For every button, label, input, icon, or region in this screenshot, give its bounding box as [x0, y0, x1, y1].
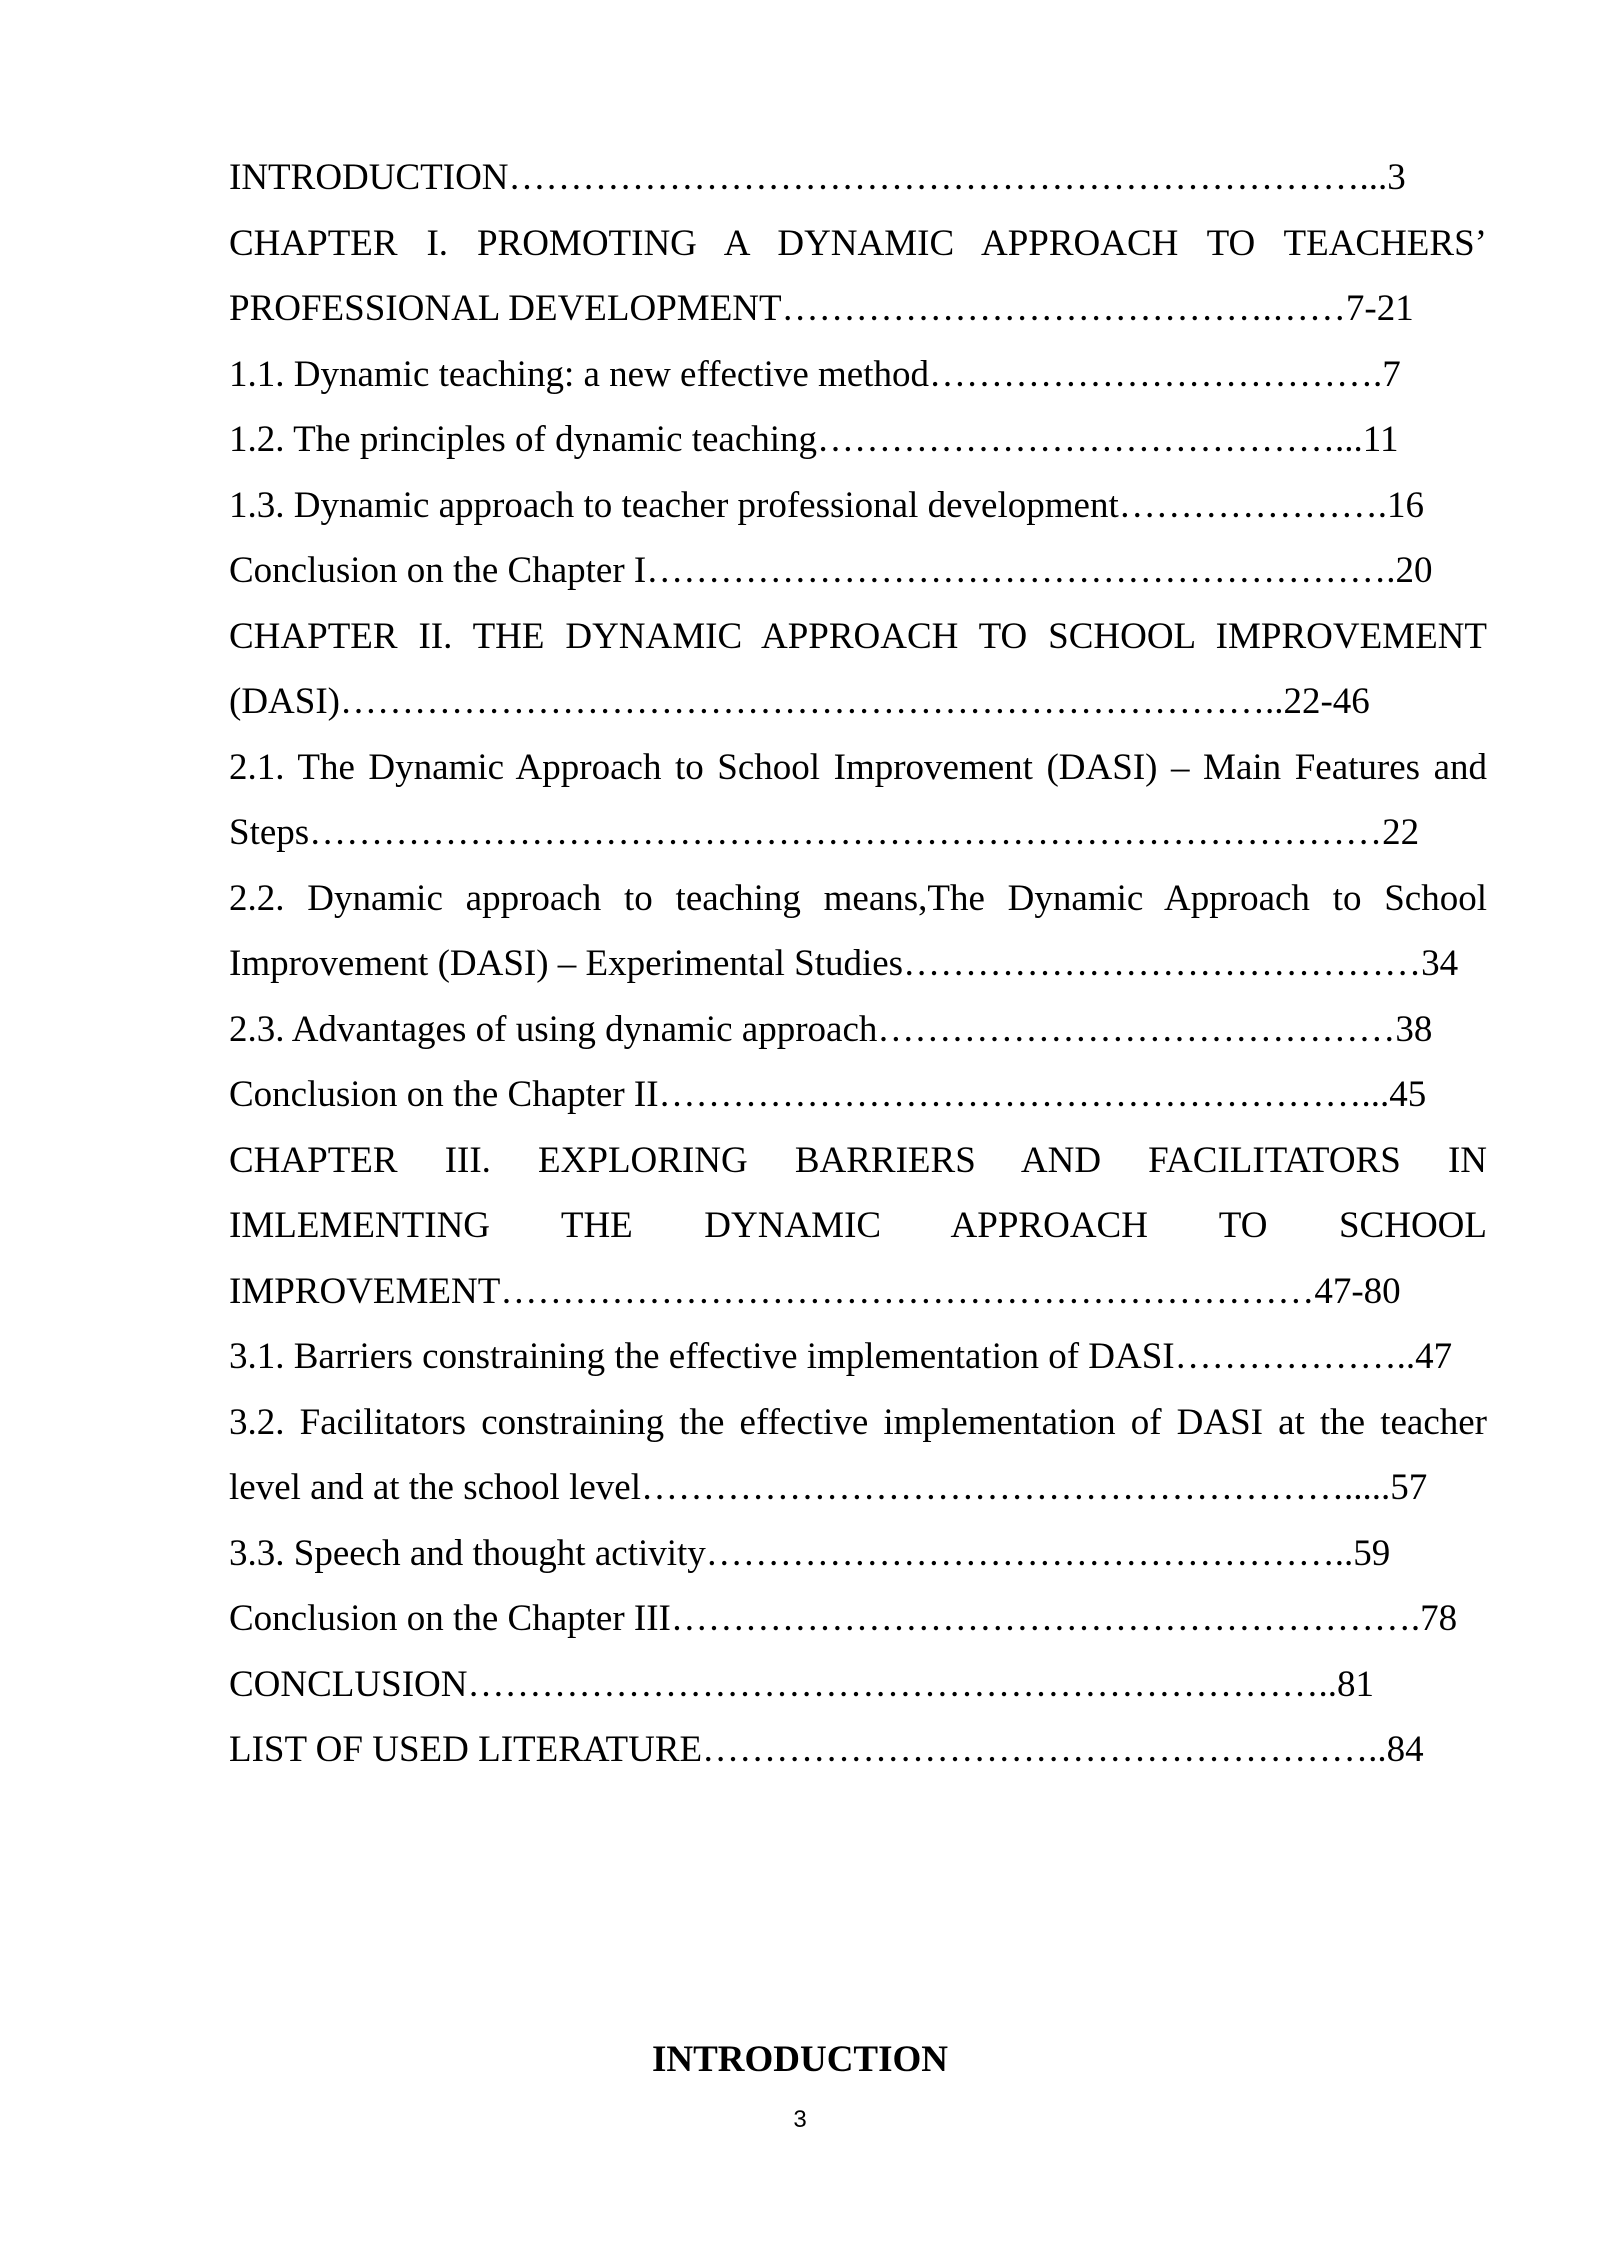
toc-entry-section-3-3: 3.3. Speech and thought activity……………………………………………..59	[229, 1532, 1391, 1574]
toc-entry-introduction: INTRODUCTION……………………………………………………………...3	[229, 157, 1406, 198]
toc-entry-section-1-1: 1.1. Dynamic teaching: a new effective method……………………………….7	[229, 353, 1401, 395]
toc-entry-chapter-2-title-line-1: CHAPTER II. THE DYNAMIC APPROACH TO SCHOOL IMPROVEMENT	[229, 615, 1487, 657]
toc-entry-chapter-2-title-line-2: (DASI)…………………………………………………………………..22-46	[229, 681, 1370, 722]
toc-entry-chapter-3-title-line-2: IMLEMENTING THE DYNAMIC APPROACH TO SCHOOL	[229, 1205, 1487, 1246]
section-heading: INTRODUCTION	[651, 2039, 949, 2080]
toc-entry-section-2-2-line-1: 2.2. Dynamic approach to teaching means,The Dynamic Approach to School	[229, 877, 1487, 919]
table-of-contents	[229, 145, 1487, 1783]
toc-entry-conclusion-chapter-2: Conclusion on the Chapter II…………………………………………………...45	[229, 1074, 1427, 1115]
toc-entry-section-2-3: 2.3. Advantages of using dynamic approach……………………………………38	[229, 1008, 1433, 1050]
page-number: 3	[793, 2106, 807, 2133]
toc-entry-section-3-2-line-1: 3.2. Facilitators constraining the effective implementation of DASI at the teacher	[229, 1401, 1487, 1443]
toc-entry-section-1-3: 1.3. Dynamic approach to teacher professional development………………….16	[229, 484, 1424, 526]
toc-entry-chapter-1-title-line-1: CHAPTER I. PROMOTING A DYNAMIC APPROACH TO TEACHERS’	[229, 222, 1487, 264]
toc-entry-chapter-3-title-line-3: IMPROVEMENT…………………………………………………………47-80	[229, 1270, 1401, 1312]
toc-entry-conclusion-chapter-1: Conclusion on the Chapter I…………………………………………………….20	[229, 550, 1433, 591]
toc-entry-section-3-2-line-2: level and at the school level………………………………………………….....57	[229, 1467, 1428, 1508]
toc-entry-chapter-1-title-line-2: PROFESSIONAL DEVELOPMENT………………………………….……7-21	[229, 288, 1414, 329]
toc-entry-section-2-1-line-1: 2.1. The Dynamic Approach to School Improvement (DASI) – Main Features and	[229, 746, 1487, 788]
toc-entry-literature: LIST OF USED LITERATURE………………………………………………..84	[229, 1729, 1424, 1770]
toc-entry-section-1-2: 1.2. The principles of dynamic teaching……………………………………...11	[229, 419, 1399, 460]
toc-entry-section-2-1-line-2: Steps……………………………………………………………………………22	[229, 812, 1420, 853]
toc-entry-conclusion-chapter-3: Conclusion on the Chapter III…………………………………………………….78	[229, 1598, 1458, 1639]
toc-entry-conclusion: CONCLUSION……………………………………………………………..81	[229, 1663, 1374, 1705]
toc-entry-chapter-3-title-line-1: CHAPTER III. EXPLORING BARRIERS AND FACILITATORS IN	[229, 1139, 1487, 1181]
toc-entry-section-3-1: 3.1. Barriers constraining the effective implementation of DASI………………..47	[229, 1336, 1453, 1377]
toc-entry-section-2-2-line-2: Improvement (DASI) – Experimental Studies……………………………………34	[229, 943, 1459, 984]
